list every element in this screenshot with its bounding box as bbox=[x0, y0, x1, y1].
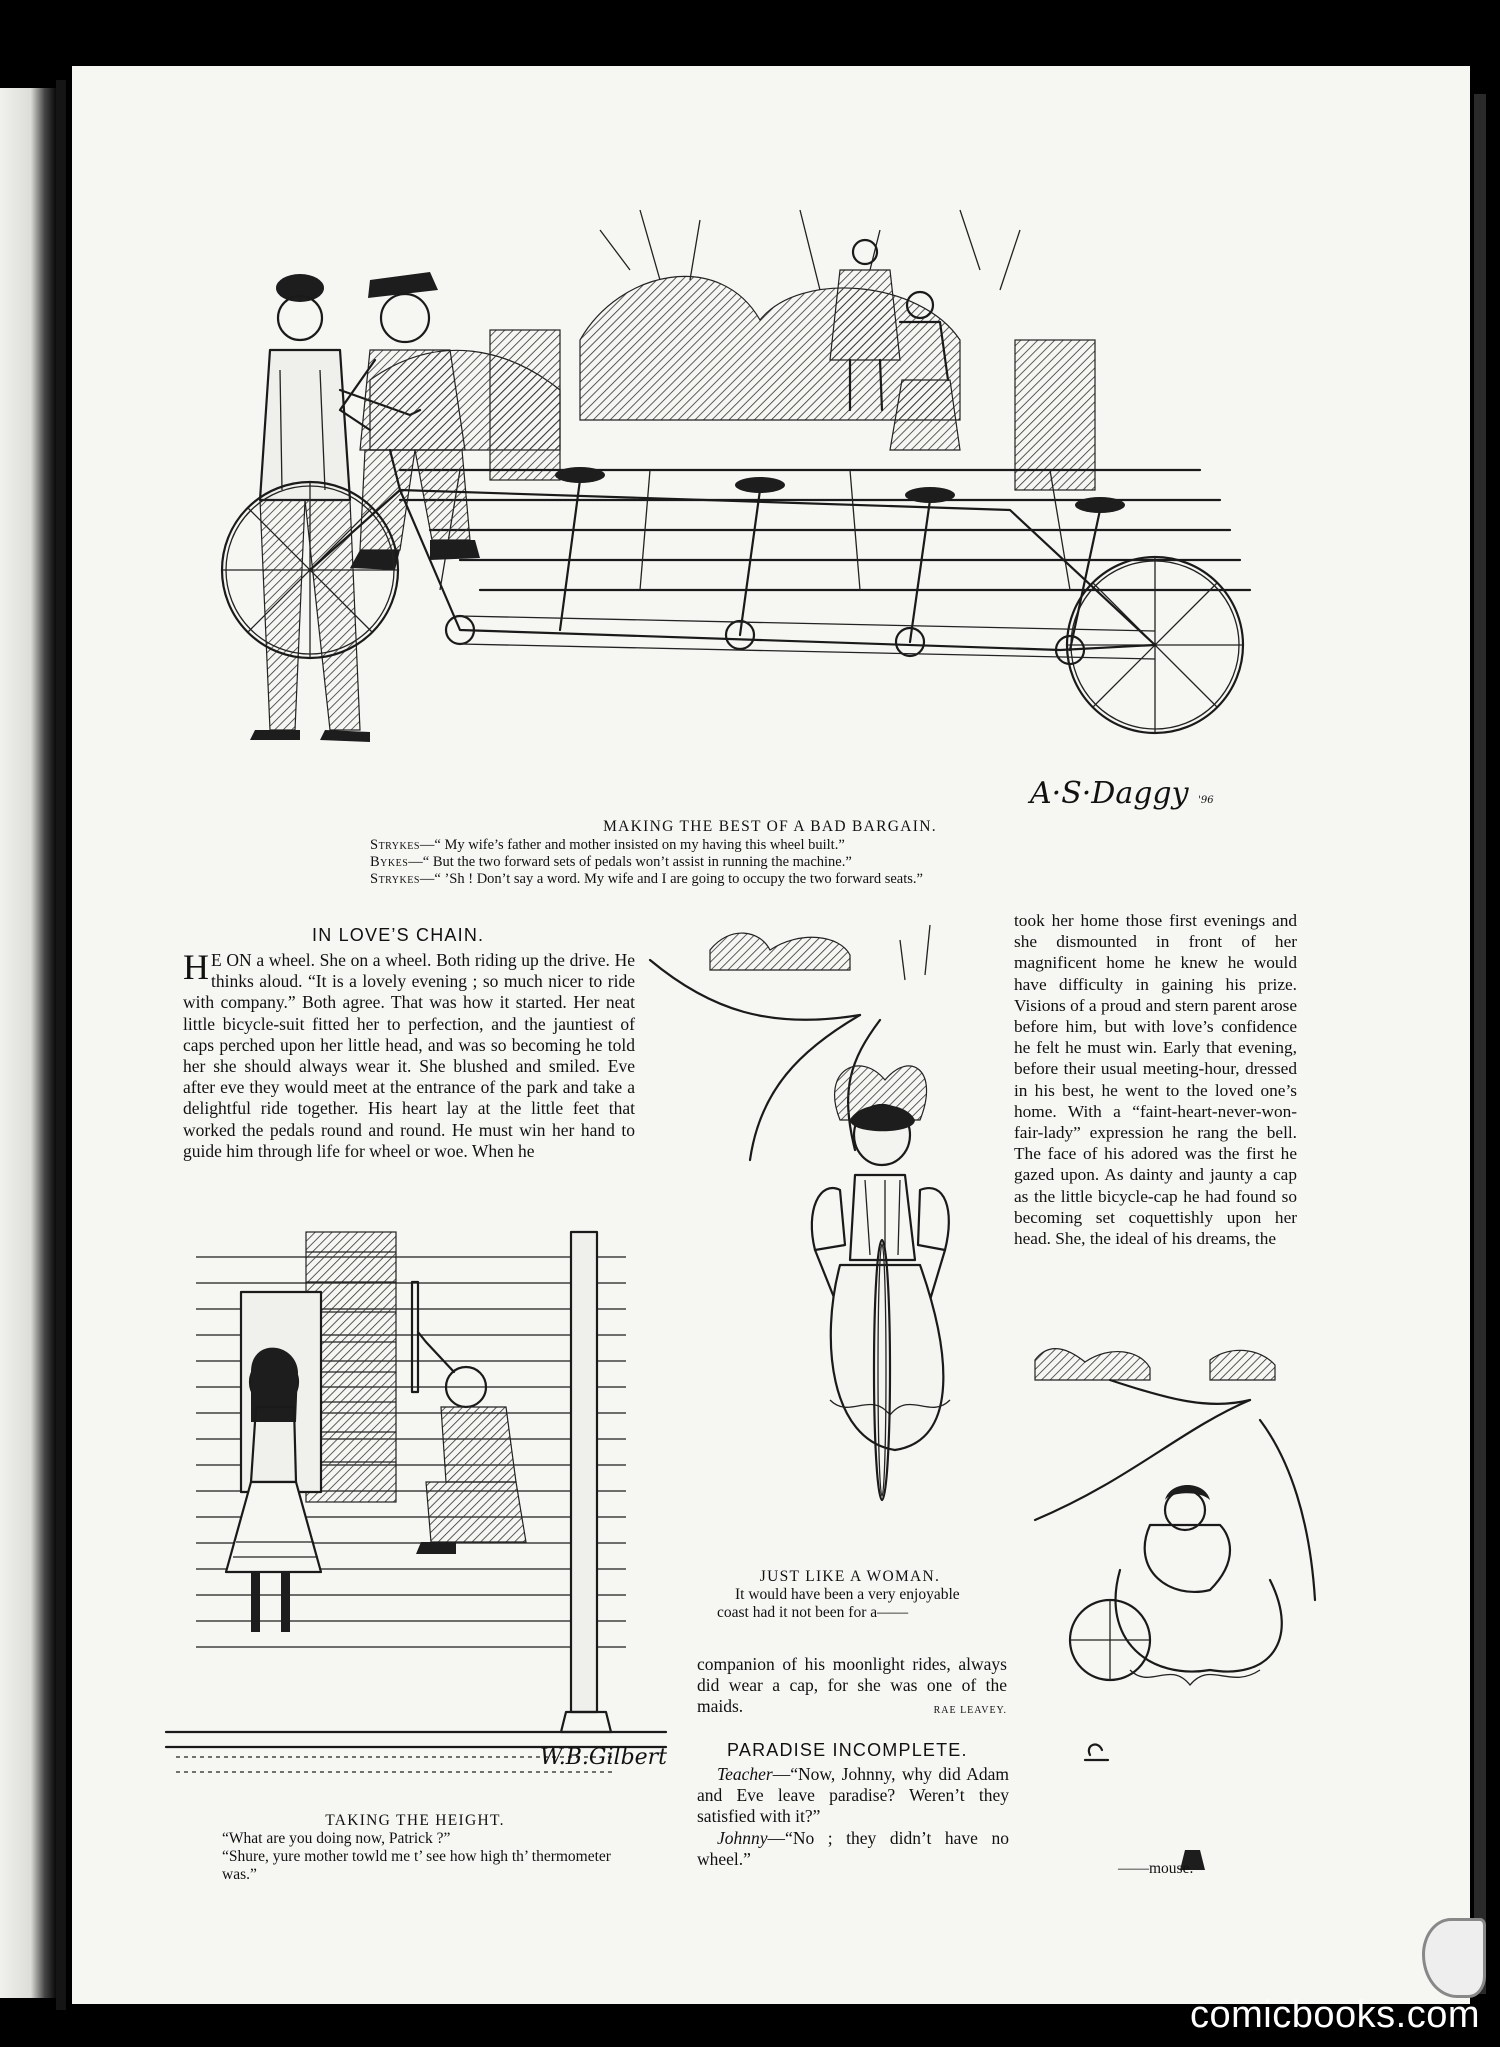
teacher-line bbox=[697, 1764, 1009, 1828]
johnny-line bbox=[697, 1828, 1009, 1870]
dropcap: H bbox=[183, 947, 209, 987]
woman-cycling-illustration bbox=[650, 920, 1010, 1570]
bicycle-crash-illustration bbox=[1030, 1340, 1330, 1930]
paradise-text bbox=[697, 1764, 1009, 1870]
left-page-edge bbox=[0, 88, 56, 1998]
binding-shadow bbox=[56, 80, 66, 2010]
porch-thermometer-illustration bbox=[196, 1232, 666, 1800]
caption-text: It would have been a very enjoyable coast had it not been for a—— bbox=[717, 1586, 960, 1621]
caption-line bbox=[370, 854, 1170, 871]
caption-line bbox=[370, 837, 1170, 854]
right-page-edge bbox=[1474, 94, 1486, 1994]
mouse-caption: ——mouse. bbox=[1118, 1860, 1194, 1877]
article-text: companion of his moonlight rides, always did wear a cap, for she was one of the maids. bbox=[697, 1654, 1007, 1717]
teacher-text: —“Now, Johnny, why did Adam and Eve leave paradise? Weren’t they satisfied with it?” bbox=[697, 1764, 1009, 1827]
article-right-column bbox=[1014, 910, 1297, 1249]
speaker-name: Bykes bbox=[370, 854, 409, 870]
watermark: comicbooks.com bbox=[1190, 1994, 1480, 2036]
stone-steps bbox=[400, 470, 1250, 590]
article-title-loves-chain: IN LOVE’S CHAIN. bbox=[312, 925, 485, 945]
johnny-label: Johnny bbox=[717, 1827, 768, 1848]
gilbert-signature: W.B.Gilbert bbox=[540, 1745, 668, 1770]
speaker-name: Strykes bbox=[370, 837, 420, 853]
top-cartoon-caption bbox=[370, 818, 1170, 888]
daggy-signature bbox=[1030, 776, 1214, 811]
article-text: E ON a wheel. She on a wheel. Both riding up the drive. He thinks aloud. “It is a lovely evening ; so much nicer to ride with company.” Both agree. That was how it started. Her neat little bicycle-suit fitted her to perfection, and the jauntiest of caps perched upon her little head, and was so becoming he told her she should always wear it. She blushed and smiled. Eve after eve they would meet at the entrance of the park and take a delightful ride together. His heart lay at the little feet that worked the pedals round and round. He must win her hand to guide him through life for wheel or woe. When he bbox=[183, 950, 635, 1161]
teacher-label: Teacher bbox=[717, 1764, 773, 1784]
just-woman-caption bbox=[717, 1568, 975, 1622]
article-text: took her home those first evenings and she dismounted in front of her magnificent home he knew he would have difficulty in gaining his prize. Visions of a proud and stern parent arose before him, but with love’s confidence he felt he must win. Early that evening, before their usual meeting-hour, dressed in his best, he went to the loved one’s home. With a “faint-heart-never-won-fair-lady” expression he rang the bell. The face of his adored was the first he gazed upon. As dainty and jaunty a cap as the little bicycle-cap he had found so becoming set coquettishly upon her head. She, the ideal of his dreams, the bbox=[1014, 911, 1297, 1249]
speaker-text: —“ ’Sh ! Don’t say a word. My wife and I are going to occupy the two forward seats.” bbox=[419, 871, 923, 887]
article-continuation bbox=[697, 1654, 1007, 1722]
johnny-text: —“No ; they didn’t have no wheel.” bbox=[697, 1827, 1009, 1869]
caption-title: JUST LIKE A WOMAN. bbox=[759, 1568, 941, 1585]
cartoon-title: MAKING THE BEST OF A BAD BARGAIN. bbox=[603, 818, 937, 835]
taking-height-caption bbox=[190, 1812, 640, 1884]
tandem-bicycle-illustration bbox=[200, 210, 1270, 810]
speaker-name: Strykes bbox=[370, 871, 420, 887]
article-title-paradise: PARADISE INCOMPLETE. bbox=[727, 1740, 968, 1760]
speaker-text: —“ But the two forward sets of pedals won’t assist in running the machine.” bbox=[408, 854, 852, 870]
signature-text: A·S·Daggy bbox=[1030, 776, 1189, 811]
caption-title: TAKING THE HEIGHT. bbox=[325, 1812, 505, 1829]
caption-line: “Shure, yure mother towld me t’ see how high th’ thermometer was.” bbox=[222, 1848, 611, 1883]
signature-year: '96 bbox=[1198, 795, 1214, 806]
caption-line: “What are you doing now, Patrick ?” bbox=[222, 1830, 451, 1847]
article-left-column bbox=[183, 947, 635, 1162]
article-author: RAE LEAVEY. bbox=[933, 1705, 1007, 1717]
caption-line bbox=[370, 871, 1170, 888]
speaker-text: —“ My wife’s father and mother insisted on my having this wheel built.” bbox=[419, 837, 845, 853]
